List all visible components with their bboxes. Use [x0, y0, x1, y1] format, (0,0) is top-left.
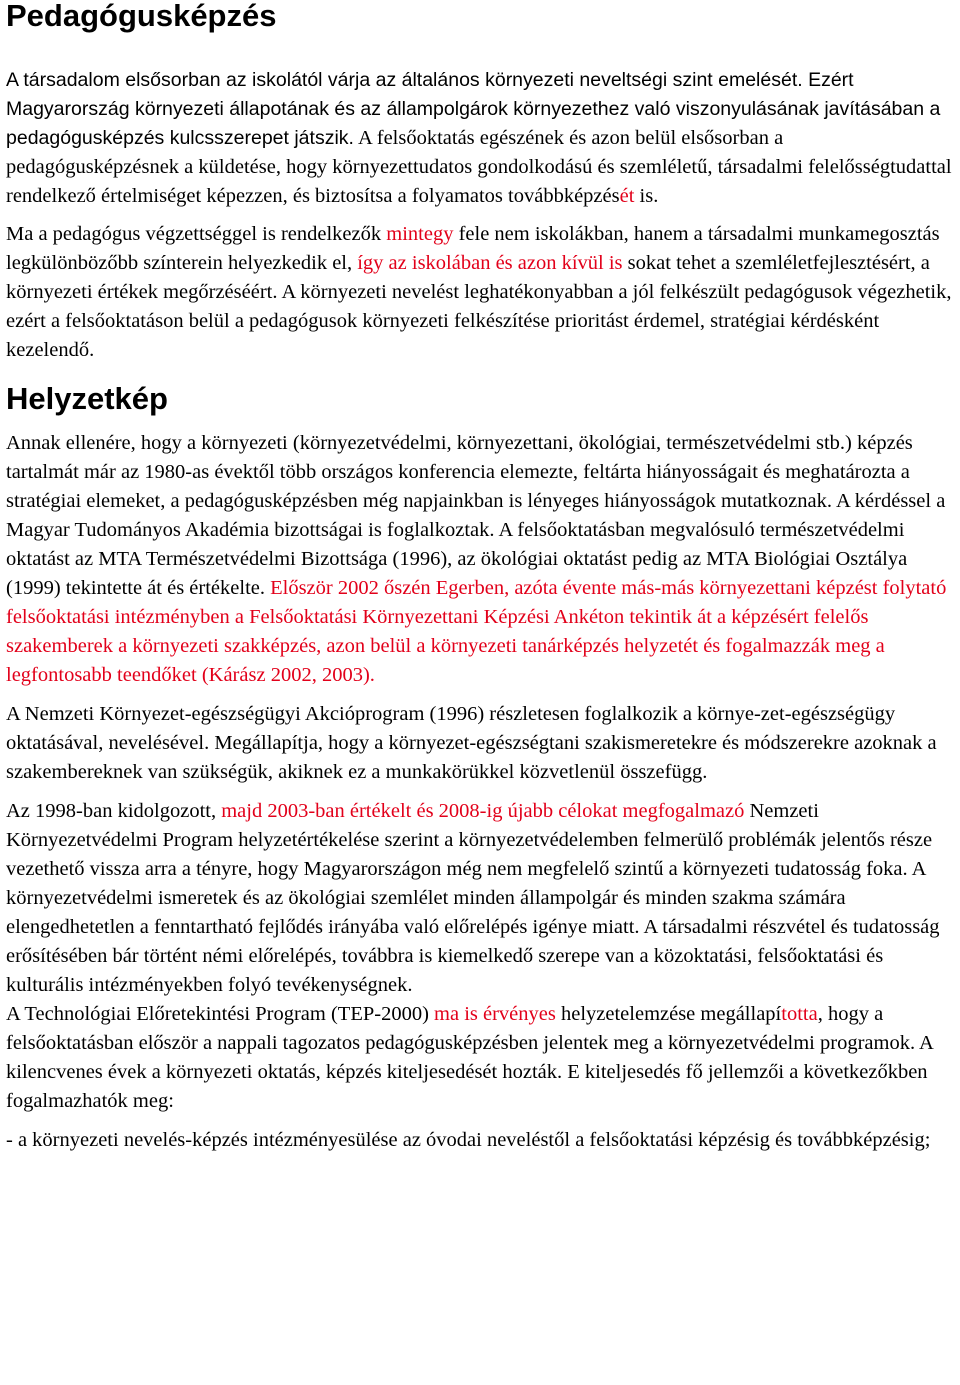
- paragraph-teachers: [6, 220, 956, 365]
- teachers-text-a: Ma a pedagógus végzettséggel is rendelkezők: [6, 223, 387, 245]
- teachers-text-e: sokat tehet a szemléletfejlesztésért, a környezeti értékek megőrzéséért. A környezeti nevelést leghatékonyabban a jól felkészült pedagógusok végezhetik, ezért a felsőoktatáson belül a pedagógusok környezeti felkészítése prioritást érdemel, stratégiai kérdésként kezelendő.: [6, 252, 952, 361]
- paragraph-situation: [6, 429, 956, 690]
- paragraph-intro: [6, 66, 956, 211]
- document-page: [6, 0, 956, 1155]
- tep-highlight-valid: ma is érvényes: [434, 1003, 556, 1025]
- env-highlight: majd 2003-ban értékelt és 2008-ig újabb célokat megfogalmazó: [221, 800, 745, 822]
- page-title: Pedagógusképzés: [6, 0, 277, 33]
- teachers-text-c: fele nem iskolákban, hanem a társadalmi munkamegosztás legkülönbözőbb színterein helyezkedik el,: [6, 223, 940, 274]
- teachers-highlight-school: így az iskolában és azon kívül is: [357, 252, 623, 274]
- list-item-institutionalization: - a környezeti nevelés-képzés intézményesülése az óvodai neveléstől a felsőoktatási képzésig és továbbképzésig;: [6, 1129, 931, 1151]
- intro-text-b: A felsőoktatás egészének és azon belül elsősorban a pedagógusképzésnek a küldetése, hogy környezettudatos gondolkodású és szemléletű, társadalmi felelősségtudattal rendelkező értelmiséget képezzen, és biztosítsa a folyamatos továbbképzés: [6, 127, 952, 207]
- situation-highlight: Először 2002 őszén Egerben, azóta évente más-más környezettani képzést folytató felsőoktatási intézményben a Felsőoktatási Környezettani Képzési Ankéton tekintik át a képzésért felelős szakemberek a környezeti szakképzés, azon belül a környezeti tanárképzés helyzetét és fogalmazzák meg a legfontosabb teendőket (Kárász 2002, 2003).: [6, 577, 947, 686]
- intro-text-a: A társadalom elsősorban az iskolától várja az általános környezeti neveltségi szint emelését. Ezért Magyarország környezeti állapotának és az állampolgárok környezethez való viszonyulásának javításában a pedagógusképzés kulcsszerepet játszik.: [6, 69, 941, 149]
- teachers-highlight-mintegy: mintegy: [386, 223, 454, 245]
- tep-text-c: helyzetelemzése megállapí: [555, 1003, 782, 1025]
- situation-text-a: Annak ellenére, hogy a környezeti (környezetvédelmi, környezettani, ökológiai, természetvédelmi stb.) képzés tartalmát már az 1980-as évektől több országos konferencia elemezte, feltárta hiányosságait és meghatározta a stratégiai elemeket, a pedagógusképzésben még napjainkban is lényeges hiányosságok mutatkoznak. A kérdéssel a Magyar Tudományos Akadémia bizottságai is foglalkoztak. A felsőoktatásban megvalósuló természetvédelmi oktatást az MTA Természetvédelmi Bizottsága (1996), az ökológiai oktatást pedig az MTA Biológiai Osztálya (1999) tekintette át és értékelte.: [6, 432, 946, 599]
- tep-highlight-totta: totta: [781, 1003, 818, 1025]
- paragraph-tep: [6, 1000, 956, 1116]
- paragraph-environment-program: [6, 797, 956, 1000]
- tep-text-a: A Technológiai Előretekintési Program (TEP-2000): [6, 1003, 435, 1025]
- intro-highlight-et: ét: [619, 185, 635, 207]
- env-text-c: Nemzeti Környezetvédelmi Program helyzetértékelése szerint a környezetvédelemben felmerülő problémák jelentős része vezethető vissza arra a tényre, hogy Magyarországon még nem megfelelő szintű a környezeti tudatosság foka. A környezetvédelmi ismeretek és az ökológiai szemlélet minden állampolgár és minden szakma számára elengedhetetlen a fenntartható fejlődés irányába való előrelépés igénye miatt. A társadalmi részvétel és tudatosság erősítésében bár történt némi előrelépés, továbbra is kiemelkedő szerepe van a közoktatási, felsőoktatási és kulturális intézményekben folyó tevékenységnek.: [6, 800, 940, 996]
- tep-text-e: , hogy a felsőoktatásban először a nappali tagozatos pedagógusképzésben jelentek meg a környezetvédelmi programok. A kilencvenes évek a környezeti oktatás, képzés kiteljesedését hozták. E kiteljesedés fő jellemzői a következőkben fogalmazhatók meg:: [6, 1003, 933, 1112]
- section-heading: Helyzetkép: [6, 381, 168, 416]
- intro-text-d: is.: [634, 185, 659, 207]
- env-text-a: Az 1998-ban kidolgozott,: [6, 800, 222, 822]
- paragraph-health-program: A Nemzeti Környezet-egészségügyi Akcióprogram (1996) részletesen foglalkozik a környe-zet-egészségügy oktatásával, nevelésével. Megállapítja, hogy a környezet-egészségtani szakismeretekre és módszerekre azoknak a szakembereknek van szükségük, akiknek ez a munkakörükkel közvetlenül összefügg.: [6, 703, 937, 783]
